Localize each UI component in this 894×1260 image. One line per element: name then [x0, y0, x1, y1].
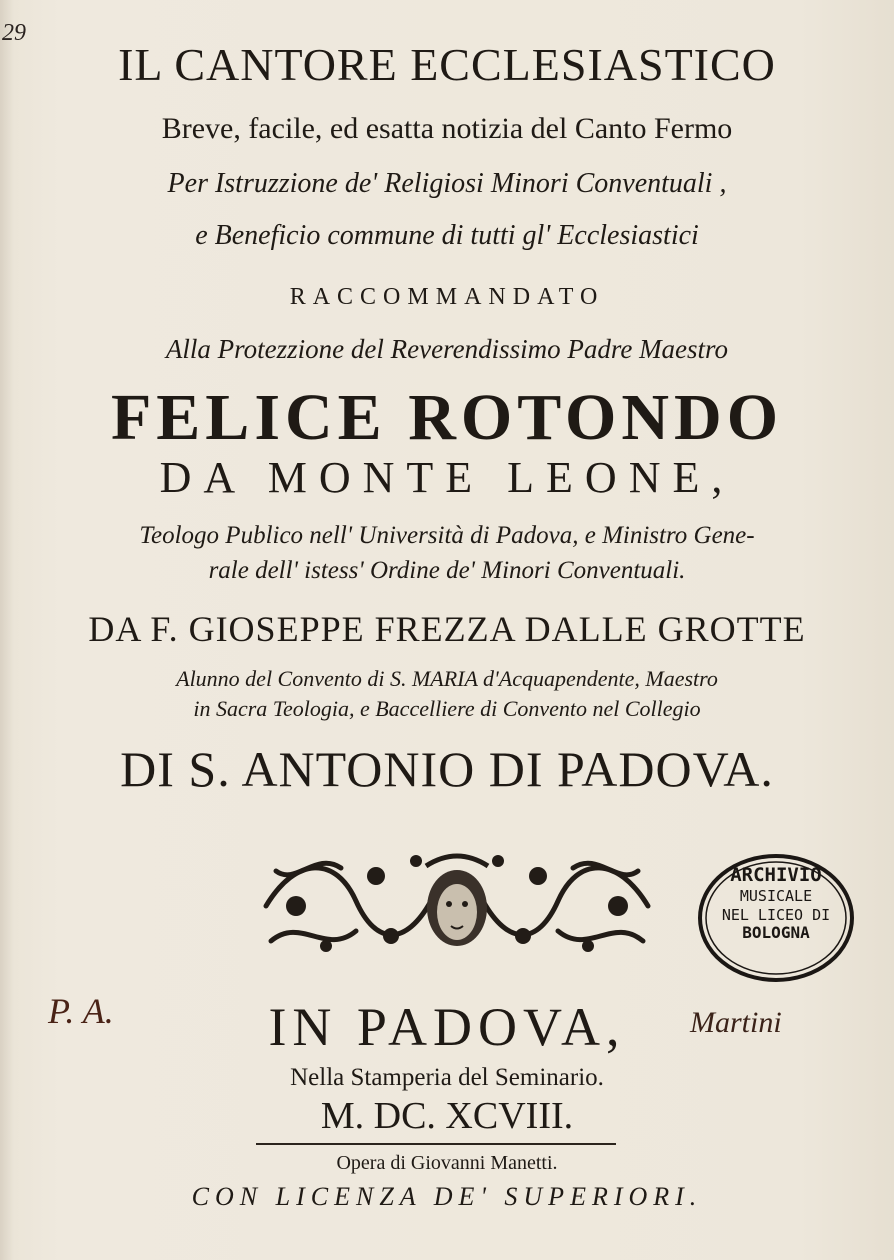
printers-ornament: [256, 846, 658, 958]
handwritten-note-left: P. A.: [48, 991, 114, 1031]
handwritten-signature: Martini: [690, 1006, 782, 1039]
stamp-line-2: MUSICALE: [739, 887, 813, 905]
stamp-line-1: ARCHIVIO: [730, 864, 822, 886]
margin-page-number: 29: [2, 20, 26, 46]
imprint-printer: Nella Stamperia del Seminario.: [290, 1064, 604, 1091]
imprint-year: M. DC. XCVIII.: [320, 1095, 574, 1137]
mascaron-face: [426, 856, 488, 946]
author-description-line-1: Alunno del Convento di S. MARIA d'Acquapendente, Maestro: [176, 666, 718, 691]
purpose-line-2: e Beneficio commune di tutti gl' Ecclesiastici: [195, 220, 699, 251]
patron-title-line-1: Teologo Publico nell' Università di Padova, e Ministro Gene-: [139, 522, 755, 549]
college-name: DI S. ANTONIO DI PADOVA.: [120, 741, 774, 797]
patron-title-line-2: rale dell' istess' Ordine de' Minori Conventuali.: [208, 557, 686, 584]
book-title: IL CANTORE ECCLESIASTICO: [118, 39, 776, 90]
stamp-line-4: BOLOGNA: [742, 923, 810, 942]
protection-line: Alla Protezzione del Reverendissimo Padre Maestro: [165, 334, 729, 364]
printer-credit: Opera di Giovanni Manetti.: [336, 1152, 558, 1174]
author-name: DA F. GIOSEPPE FREZZA DALLE GROTTE: [88, 609, 806, 649]
imprint-city: IN PADOVA,: [268, 997, 626, 1057]
author-description-line-2: in Sacra Teologia, e Baccelliere di Convento nel Collegio: [193, 696, 701, 721]
license-line: CON LICENZA DE' SUPERIORI.: [191, 1182, 703, 1211]
divider-rule: [256, 1143, 616, 1145]
patron-place: DA MONTE LEONE,: [159, 453, 735, 502]
stamp-line-3: NEL LICEO DI: [721, 906, 831, 924]
stamp-text: [696, 866, 856, 941]
recommended-heading: RACCOMMANDATO: [289, 284, 605, 310]
patron-name: FELICE ROTONDO: [110, 381, 784, 454]
book-subtitle: Breve, facile, ed esatta notizia del Canto Fermo: [161, 112, 733, 145]
purpose-line-1: Per Istruzzione de' Religiosi Minori Conventuali ,: [167, 168, 727, 199]
